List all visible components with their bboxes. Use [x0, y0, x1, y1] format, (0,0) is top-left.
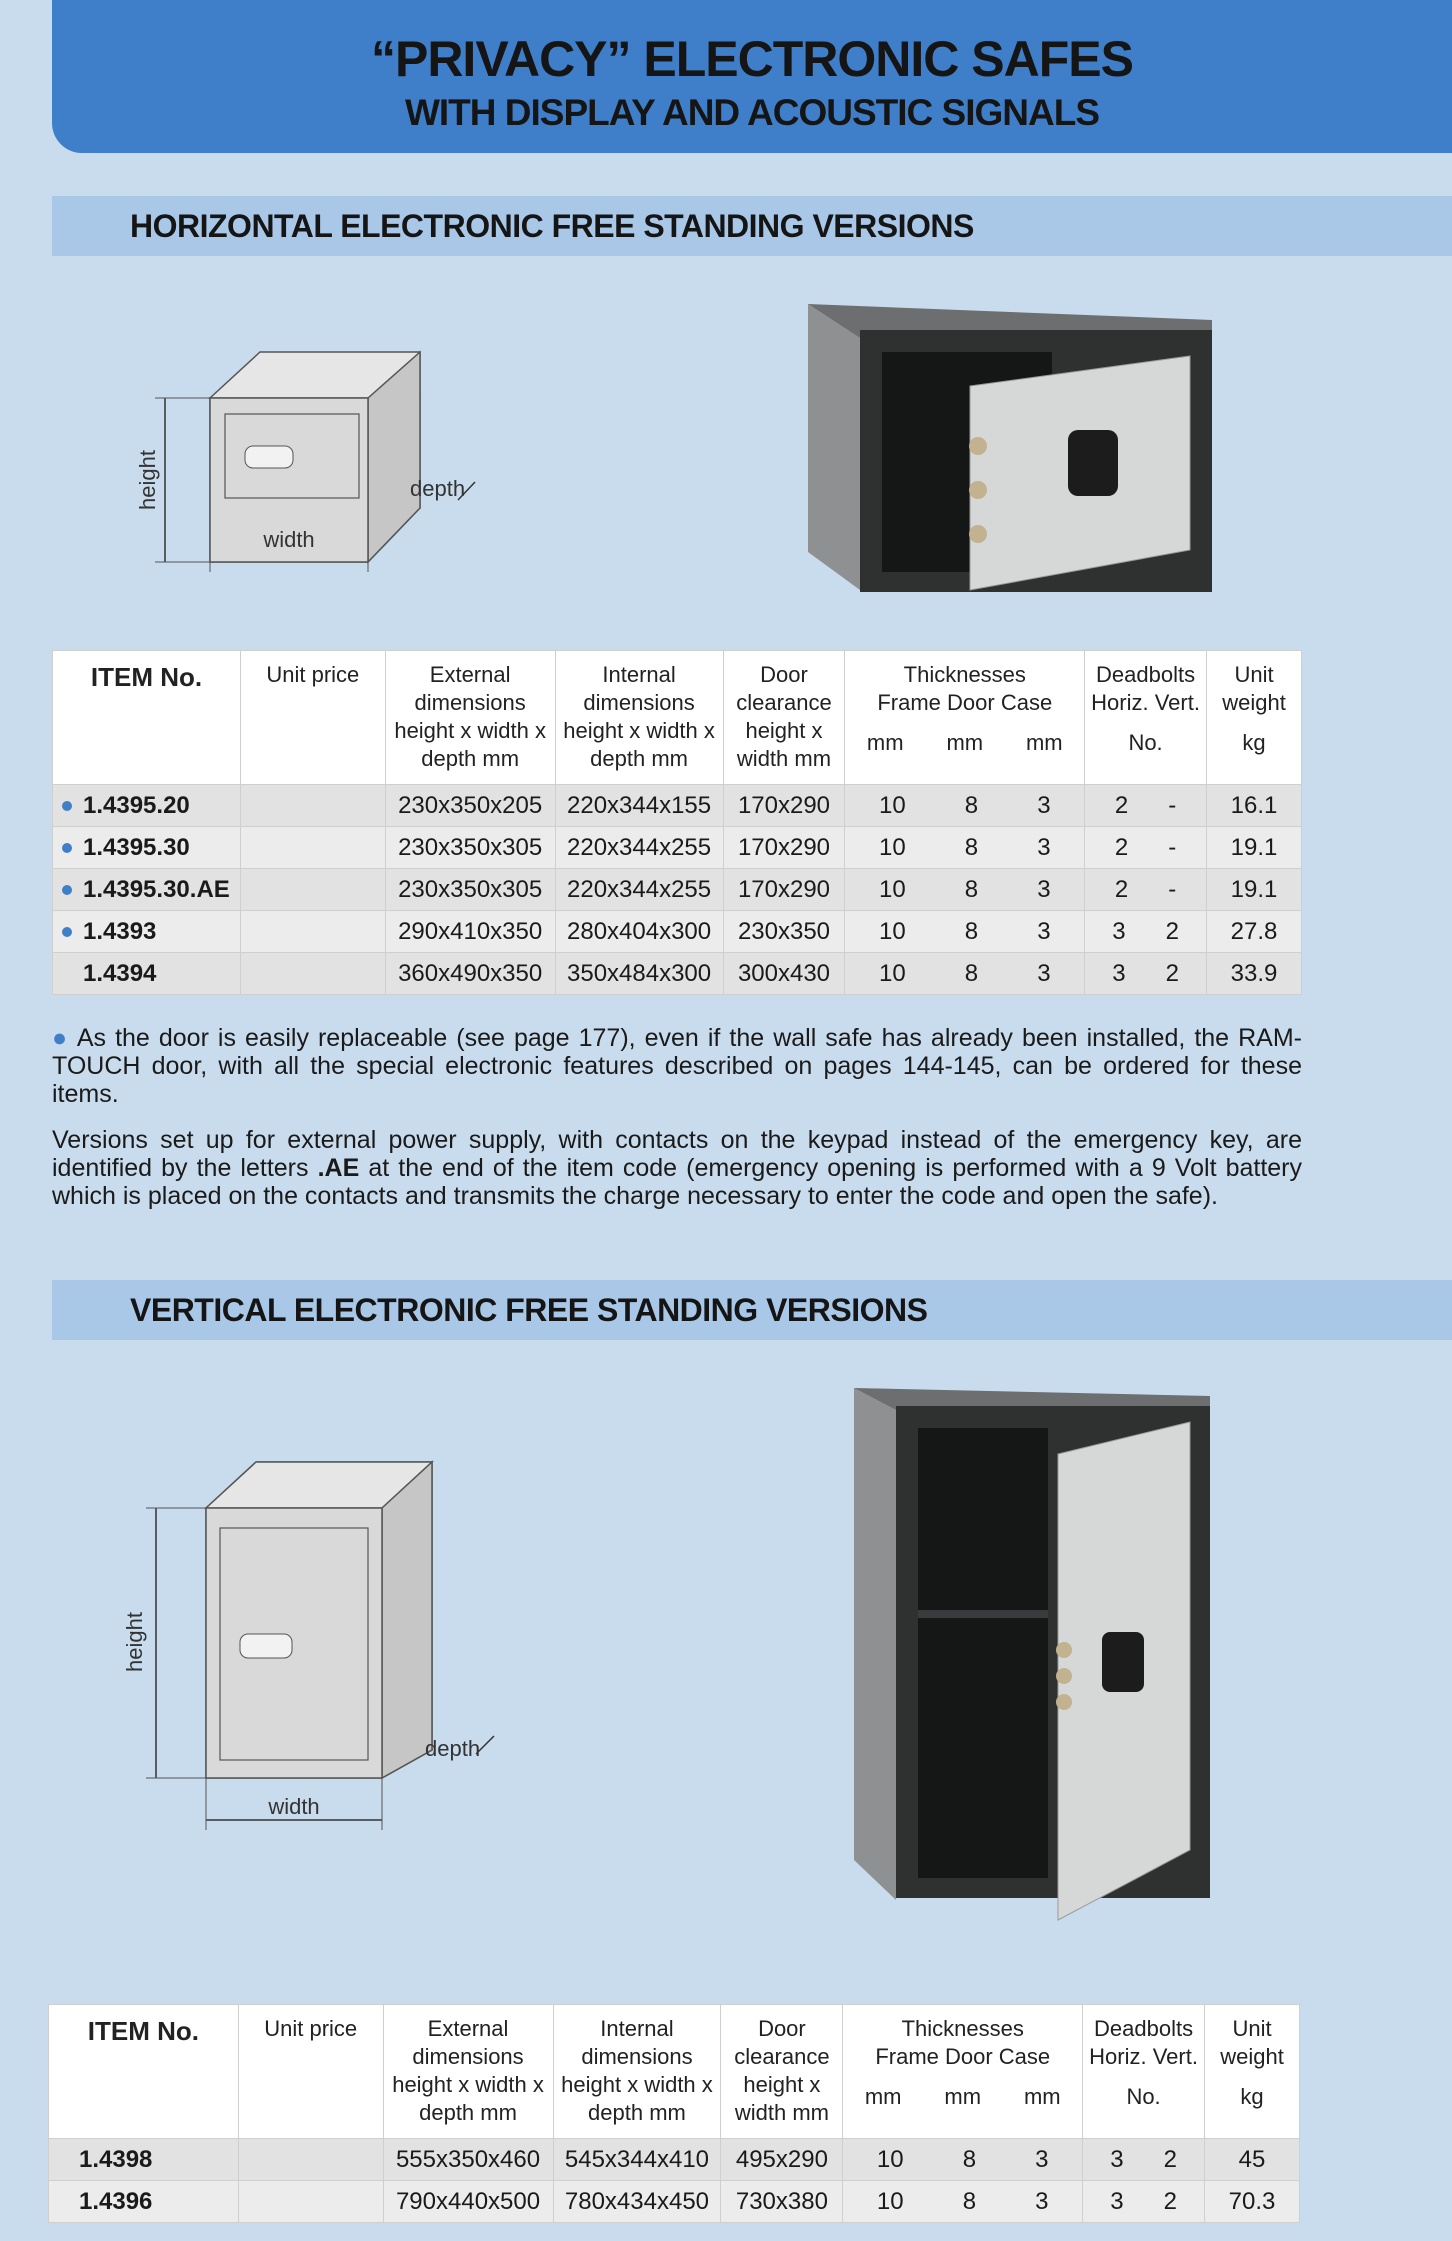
bullet-icon	[62, 843, 72, 853]
deadbolts-cell: 2 -	[1085, 869, 1207, 911]
col-door: Door clearance height x width mm	[721, 2005, 843, 2139]
height-label: height	[135, 450, 160, 510]
table-row	[53, 827, 1302, 869]
deadbolts-cell: 2 -	[1085, 785, 1207, 827]
internal-dim-cell: 220x344x255	[555, 869, 723, 911]
table-row	[53, 911, 1302, 953]
unit-price-cell	[240, 911, 385, 953]
door-clearance-cell: 230x350	[723, 911, 845, 953]
external-dim-cell: 230x350x205	[385, 785, 555, 827]
weight-cell: 27.8	[1207, 911, 1302, 953]
item-number-cell: 1.4396	[49, 2181, 239, 2223]
col-unit-price: Unit price	[240, 651, 385, 785]
weight-cell: 45	[1205, 2139, 1300, 2181]
weight-cell: 19.1	[1207, 869, 1302, 911]
vertical-table-body	[49, 2139, 1300, 2223]
section-header-vertical	[52, 1280, 1452, 1340]
section-title: VERTICAL ELECTRONIC FREE STANDING VERSIONS	[130, 1292, 928, 1328]
col-door: Door clearance height x width mm	[723, 651, 845, 785]
bullet-icon	[62, 801, 72, 811]
internal-dim-cell: 545x344x410	[553, 2139, 721, 2181]
height-label: height	[122, 1612, 147, 1672]
unit-price-cell	[240, 953, 385, 995]
page-title: “PRIVACY” ELECTRONIC SAFES	[370, 31, 1134, 87]
weight-cell: 70.3	[1205, 2181, 1300, 2223]
bullet-icon	[62, 927, 72, 937]
col-thickness: Thicknesses Frame Door Case mm mm mm	[843, 2005, 1083, 2139]
deadbolts-cell: 3 2	[1085, 953, 1207, 995]
door-clearance-cell: 300x430	[723, 953, 845, 995]
weight-cell: 33.9	[1207, 953, 1302, 995]
bullet-icon	[62, 885, 72, 895]
item-number-cell: 1.4395.30.AE	[53, 869, 241, 911]
width-label: width	[263, 527, 315, 552]
door-clearance-cell: 170x290	[723, 827, 845, 869]
unit-price-cell	[240, 785, 385, 827]
vertical-spec-table	[48, 2004, 1300, 2223]
col-internal: Internal dimensions height x width x depth mm	[553, 2005, 721, 2139]
horizontal-spec-table	[52, 650, 1302, 995]
internal-dim-cell: 350x484x300	[555, 953, 723, 995]
col-thickness: Thicknesses Frame Door Case mm mm mm	[845, 651, 1085, 785]
horizontal-table-body	[53, 785, 1302, 995]
col-weight: Unit weight kg	[1205, 2005, 1300, 2139]
external-dim-cell: 360x490x350	[385, 953, 555, 995]
table-row	[49, 2139, 1300, 2181]
deadbolts-cell: 3 2	[1083, 2139, 1205, 2181]
deadbolts-cell: 3 2	[1083, 2181, 1205, 2223]
thickness-cell: 10 8 3	[845, 953, 1085, 995]
horizontal-safe-photo	[800, 290, 1240, 620]
external-dim-cell: 290x410x350	[385, 911, 555, 953]
item-number-cell: 1.4393	[53, 911, 241, 953]
deadbolts-cell: 2 -	[1085, 827, 1207, 869]
external-dim-cell: 790x440x500	[383, 2181, 553, 2223]
door-clearance-cell: 730x380	[721, 2181, 843, 2223]
table-row	[53, 869, 1302, 911]
section-title: HORIZONTAL ELECTRONIC FREE STANDING VERSIONS	[130, 208, 974, 244]
depth-label: depth	[425, 1736, 481, 1761]
col-deadbolts: Deadbolts Horiz. Vert. No.	[1085, 651, 1207, 785]
col-deadbolts: Deadbolts Horiz. Vert. No.	[1083, 2005, 1205, 2139]
col-external: External dimensions height x width x depth mm	[383, 2005, 553, 2139]
note-replaceable-door: ● As the door is easily replaceable (see page 177), even if the wall safe has already been installed, the RAM-TOUCH door, with all the special electronic features described on pages 144-145, can be ordered for these items.	[52, 1024, 1302, 1108]
thickness-cell: 10 8 3	[843, 2139, 1083, 2181]
page-subtitle: WITH DISPLAY AND ACOUSTIC SIGNALS	[404, 92, 1100, 133]
thickness-cell: 10 8 3	[845, 785, 1085, 827]
col-external: External dimensions height x width x depth mm	[385, 651, 555, 785]
depth-label: depth	[410, 476, 466, 501]
table-row	[53, 953, 1302, 995]
internal-dim-cell: 220x344x255	[555, 827, 723, 869]
horizontal-safe-diagram	[120, 340, 520, 580]
unit-price-cell	[238, 2139, 383, 2181]
col-internal: Internal dimensions height x width x depth mm	[555, 651, 723, 785]
vertical-safe-diagram	[120, 1450, 540, 1850]
weight-cell: 16.1	[1207, 785, 1302, 827]
note-external-power: Versions set up for external power supply, with contacts on the keypad instead of the emergency key, are identified by the letters .AE at the end of the item code (emergency opening is performed with a 9 Volt battery which is placed on the contacts and transmits the charge necessary to enter the code and open the safe).	[52, 1126, 1303, 1210]
unit-price-cell	[240, 827, 385, 869]
item-number-cell: 1.4394	[53, 953, 241, 995]
thickness-cell: 10 8 3	[843, 2181, 1083, 2223]
unit-price-cell	[240, 869, 385, 911]
col-unit-price: Unit price	[238, 2005, 383, 2139]
unit-price-cell	[238, 2181, 383, 2223]
title-banner	[52, 0, 1452, 153]
table-header-row	[53, 651, 1302, 785]
external-dim-cell: 230x350x305	[385, 869, 555, 911]
table-row	[53, 785, 1302, 827]
weight-cell: 19.1	[1207, 827, 1302, 869]
deadbolts-cell: 3 2	[1085, 911, 1207, 953]
door-clearance-cell: 495x290	[721, 2139, 843, 2181]
thickness-cell: 10 8 3	[845, 911, 1085, 953]
internal-dim-cell: 220x344x155	[555, 785, 723, 827]
width-label: width	[268, 1794, 320, 1819]
internal-dim-cell: 280x404x300	[555, 911, 723, 953]
internal-dim-cell: 780x434x450	[553, 2181, 721, 2223]
table-row	[49, 2181, 1300, 2223]
vertical-safe-photo	[840, 1380, 1240, 1940]
col-item-no: ITEM No.	[53, 651, 241, 785]
item-number-cell: 1.4395.30	[53, 827, 241, 869]
door-clearance-cell: 170x290	[723, 869, 845, 911]
item-number-cell: 1.4398	[49, 2139, 239, 2181]
col-item-no: ITEM No.	[49, 2005, 239, 2139]
external-dim-cell: 555x350x460	[383, 2139, 553, 2181]
door-clearance-cell: 170x290	[723, 785, 845, 827]
thickness-cell: 10 8 3	[845, 869, 1085, 911]
bullet-icon: ●	[52, 1024, 77, 1052]
table-header-row	[49, 2005, 1300, 2139]
thickness-cell: 10 8 3	[845, 827, 1085, 869]
external-dim-cell: 230x350x305	[385, 827, 555, 869]
section-header-horizontal	[52, 196, 1452, 256]
item-number-cell: 1.4395.20	[53, 785, 241, 827]
col-weight: Unit weight kg	[1207, 651, 1302, 785]
